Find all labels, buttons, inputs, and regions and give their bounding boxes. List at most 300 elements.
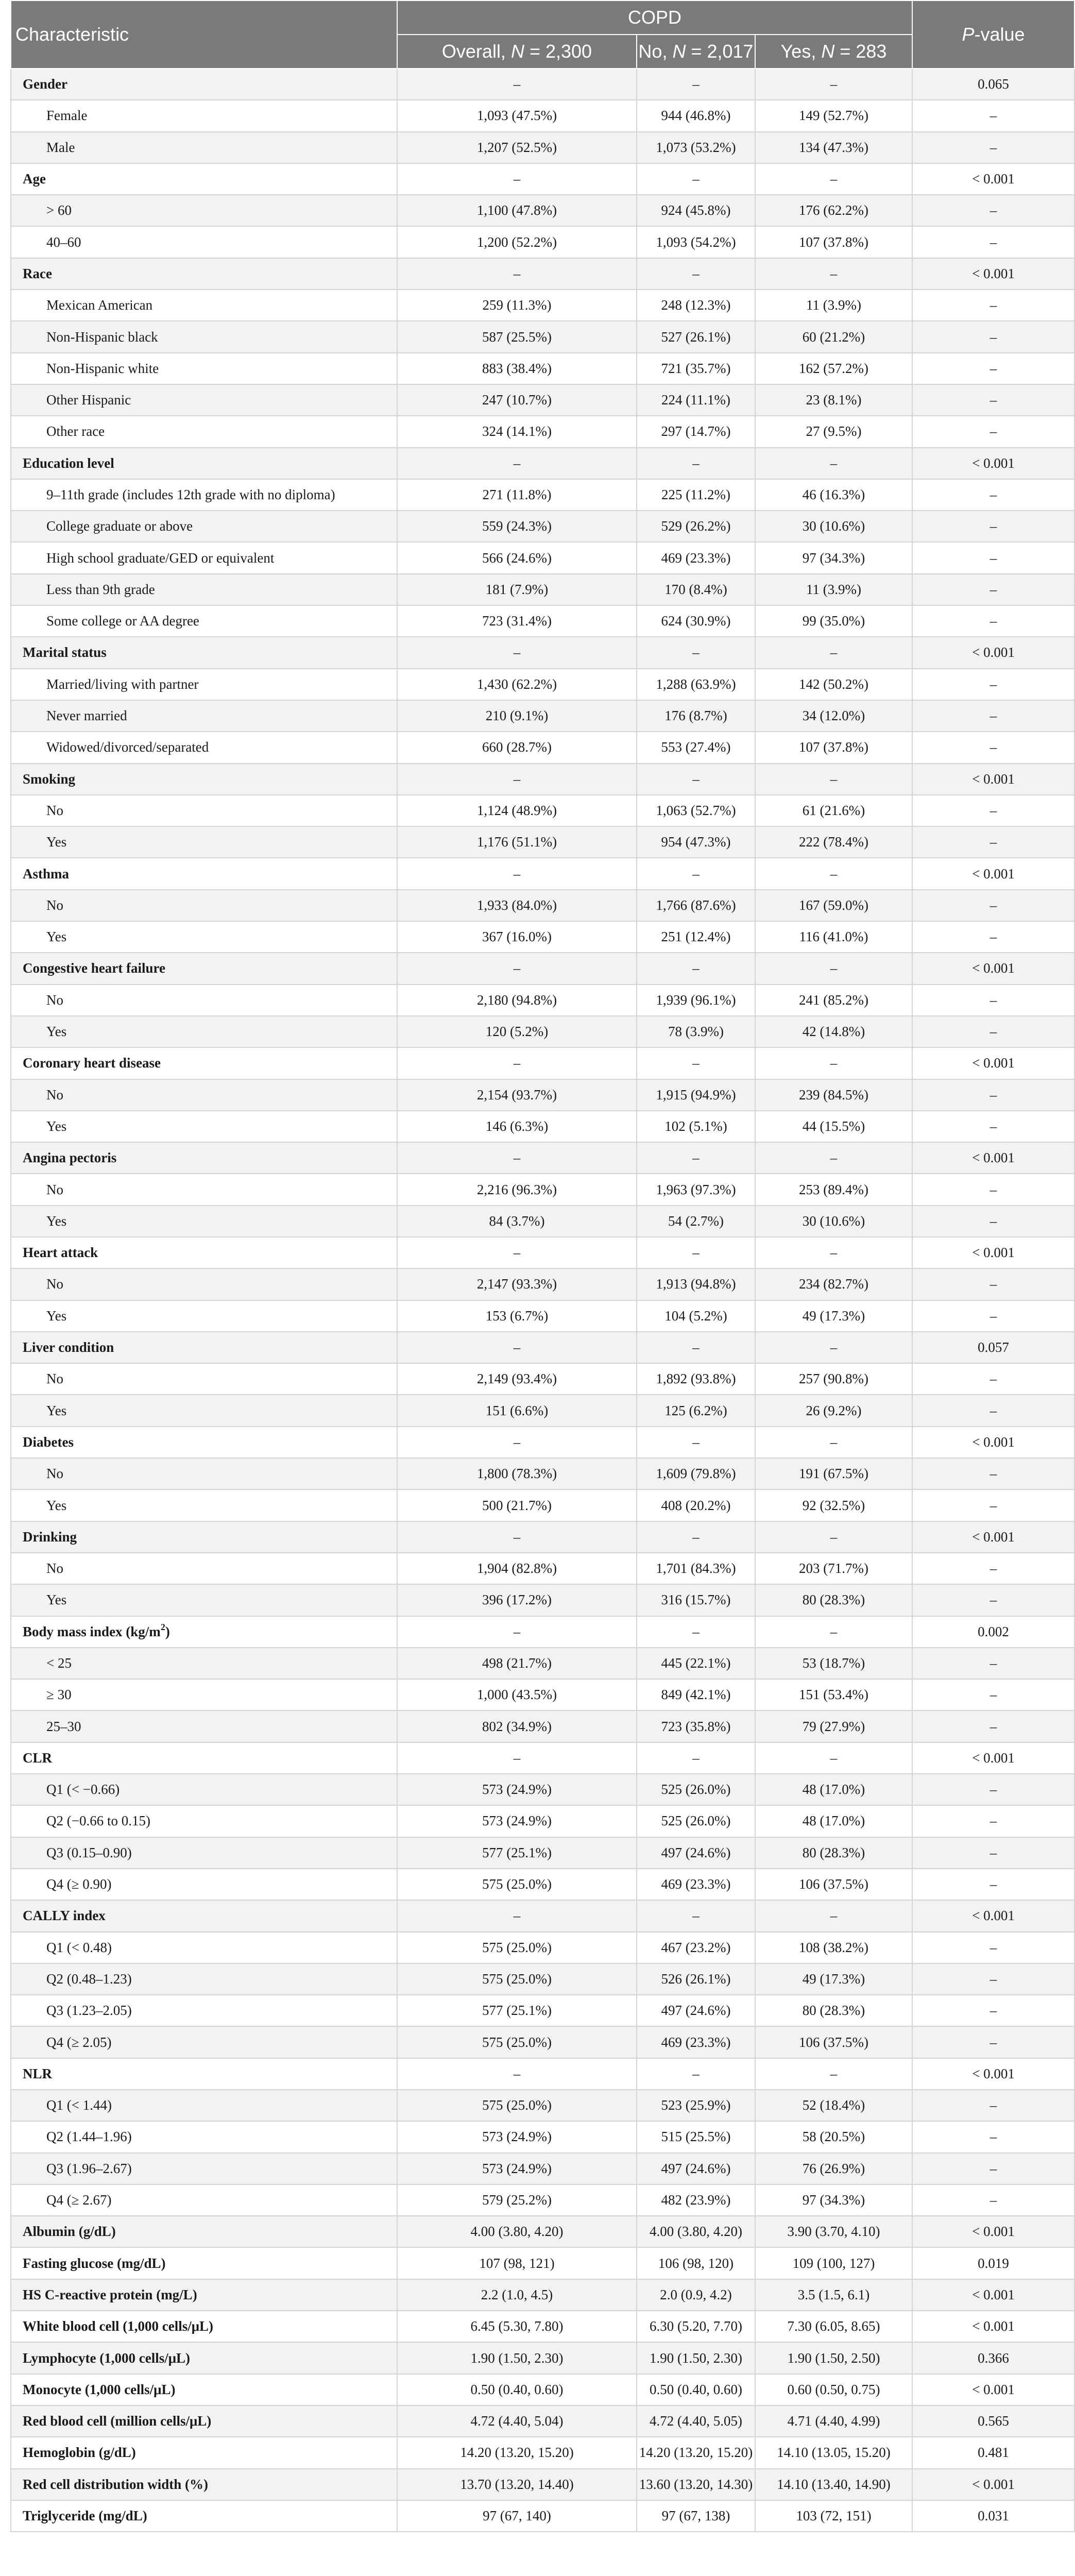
cell-overall: – <box>397 1427 637 1458</box>
cell-copd-yes: 3.90 (3.70, 4.10) <box>755 2216 912 2247</box>
row-label-text: Lymphocyte (1,000 cells/μL) <box>23 2350 191 2366</box>
row-label <box>11 163 397 195</box>
cell-copd-no: 297 (14.7%) <box>637 416 755 447</box>
row-label-text: Yes <box>46 1497 67 1513</box>
cell-copd-no: 721 (35.7%) <box>637 353 755 384</box>
row-label <box>11 2279 397 2311</box>
row-label <box>11 1900 397 1931</box>
cell-p-value: < 0.001 <box>912 637 1074 668</box>
row-label-text: Yes <box>46 929 67 945</box>
header-p-letter: P <box>962 24 975 45</box>
table-row <box>11 1332 1074 1363</box>
table-row <box>11 795 1074 826</box>
cell-copd-yes: 109 (100, 127) <box>755 2247 912 2279</box>
cell-p-value: – <box>912 1553 1074 1584</box>
cell-overall: 1,176 (51.1%) <box>397 826 637 858</box>
cell-copd-no: 1,913 (94.8%) <box>637 1268 755 1300</box>
header-no-prefix: No, <box>638 41 673 62</box>
row-label-text: Education level <box>23 455 114 471</box>
table-row <box>11 669 1074 700</box>
cell-overall: 802 (34.9%) <box>397 1710 637 1742</box>
row-label-text: Q1 (< −0.66) <box>46 1782 120 1798</box>
cell-copd-no: 469 (23.3%) <box>637 2026 755 2058</box>
row-label-text: Age <box>23 171 46 187</box>
cell-overall: 6.45 (5.30, 7.80) <box>397 2311 637 2342</box>
cell-copd-yes: – <box>755 1616 912 1648</box>
cell-copd-yes: 108 (38.2%) <box>755 1932 912 1963</box>
cell-copd-yes: 241 (85.2%) <box>755 985 912 1016</box>
table-row <box>11 985 1074 1016</box>
cell-copd-yes: 80 (28.3%) <box>755 1837 912 1869</box>
cell-copd-yes: – <box>755 858 912 889</box>
cell-p-value: < 0.001 <box>912 2311 1074 2342</box>
table-row <box>11 921 1074 953</box>
cell-overall: – <box>397 1332 637 1363</box>
header-no-n-value: = 2,017 <box>686 41 754 62</box>
cell-copd-yes: 142 (50.2%) <box>755 669 912 700</box>
row-label-text: Red blood cell (million cells/μL) <box>23 2413 212 2429</box>
row-label-text: CALLY index <box>23 1908 106 1924</box>
cell-copd-no: – <box>637 953 755 984</box>
cell-p-value: – <box>912 1837 1074 1869</box>
cell-copd-no: 106 (98, 120) <box>637 2247 755 2279</box>
cell-p-value: – <box>912 985 1074 1016</box>
row-label <box>11 795 397 826</box>
row-label <box>11 1837 397 1869</box>
cell-overall: 559 (24.3%) <box>397 511 637 542</box>
row-label-text: Heart attack <box>23 1245 98 1261</box>
row-label <box>11 1648 397 1679</box>
row-label-text: Yes <box>46 1592 67 1608</box>
row-label-text: Asthma <box>23 866 70 882</box>
cell-p-value: – <box>912 542 1074 573</box>
table-body <box>11 69 1074 2532</box>
table-row <box>11 2279 1074 2311</box>
header-yes-n-value: = 283 <box>834 41 887 62</box>
cell-p-value: – <box>912 2184 1074 2216</box>
row-label <box>11 1553 397 1584</box>
header-overall-n-value: = 2,300 <box>524 41 592 62</box>
cell-copd-no: – <box>637 1047 755 1079</box>
cell-copd-no: 482 (23.9%) <box>637 2184 755 2216</box>
characteristics-table <box>10 0 1075 2532</box>
table-row <box>11 1300 1074 1332</box>
cell-overall: 146 (6.3%) <box>397 1111 637 1142</box>
cell-copd-no: – <box>637 1742 755 1774</box>
row-label-text: No <box>46 1276 63 1292</box>
cell-overall: – <box>397 2058 637 2090</box>
cell-copd-no: 525 (26.0%) <box>637 1774 755 1805</box>
cell-p-value: < 0.001 <box>912 1047 1074 1079</box>
row-label <box>11 1521 397 1553</box>
cell-overall: 0.50 (0.40, 0.60) <box>397 2374 637 2405</box>
table-row <box>11 1079 1074 1111</box>
row-label-text: CLR <box>23 1750 53 1766</box>
table-row <box>11 100 1074 131</box>
table-row <box>11 1900 1074 1931</box>
row-label-text: No <box>46 1087 63 1103</box>
cell-overall: 575 (25.0%) <box>397 1932 637 1963</box>
table-row <box>11 605 1074 637</box>
row-label-text: Red cell distribution width (%) <box>23 2476 209 2492</box>
table-row <box>11 1805 1074 1837</box>
row-label <box>11 226 397 258</box>
table-row <box>11 2153 1074 2184</box>
row-label-text: Q1 (< 1.44) <box>46 2097 112 2113</box>
cell-copd-yes: 167 (59.0%) <box>755 890 912 921</box>
table-row <box>11 764 1074 795</box>
table-row <box>11 2311 1074 2342</box>
cell-copd-no: 248 (12.3%) <box>637 290 755 321</box>
row-label-text: Drinking <box>23 1529 77 1545</box>
cell-copd-no: 553 (27.4%) <box>637 732 755 763</box>
cell-copd-yes: 239 (84.5%) <box>755 1079 912 1111</box>
row-label <box>11 1016 397 1047</box>
row-label <box>11 1963 397 1995</box>
cell-copd-no: 526 (26.1%) <box>637 1963 755 1995</box>
cell-overall: 2,154 (93.7%) <box>397 1079 637 1111</box>
cell-overall: 575 (25.0%) <box>397 1963 637 1995</box>
table-row <box>11 132 1074 163</box>
cell-p-value: < 0.001 <box>912 2058 1074 2090</box>
cell-copd-yes: 107 (37.8%) <box>755 732 912 763</box>
header-overall <box>397 35 637 69</box>
cell-copd-yes: 97 (34.3%) <box>755 2184 912 2216</box>
cell-copd-no: – <box>637 163 755 195</box>
cell-copd-yes: – <box>755 69 912 100</box>
row-label <box>11 1710 397 1742</box>
table-row <box>11 195 1074 226</box>
row-label <box>11 353 397 384</box>
cell-overall: – <box>397 764 637 795</box>
cell-copd-no: – <box>637 1427 755 1458</box>
cell-copd-yes: 61 (21.6%) <box>755 795 912 826</box>
row-label-text: Married/living with partner <box>46 676 199 692</box>
cell-copd-yes: 3.5 (1.5, 6.1) <box>755 2279 912 2311</box>
cell-copd-yes: 11 (3.9%) <box>755 290 912 321</box>
row-label <box>11 2500 397 2532</box>
cell-p-value: – <box>912 826 1074 858</box>
cell-copd-no: 78 (3.9%) <box>637 1016 755 1047</box>
cell-copd-yes: 92 (32.5%) <box>755 1489 912 1521</box>
row-label <box>11 2437 397 2468</box>
row-label-superscript: 2 <box>160 1621 165 1632</box>
table-row <box>11 1648 1074 1679</box>
row-label-text: Hemoglobin (g/dL) <box>23 2445 136 2461</box>
row-label <box>11 511 397 542</box>
table-row <box>11 858 1074 889</box>
cell-p-value: < 0.001 <box>912 1142 1074 1174</box>
row-label-text: Q3 (0.15–0.90) <box>46 1844 132 1860</box>
cell-copd-no: 54 (2.7%) <box>637 1206 755 1237</box>
row-label <box>11 2342 397 2374</box>
row-label-text: Smoking <box>23 771 76 787</box>
cell-copd-yes: – <box>755 1521 912 1553</box>
cell-copd-yes: – <box>755 1427 912 1458</box>
row-label <box>11 2469 397 2500</box>
cell-copd-no: 6.30 (5.20, 7.70) <box>637 2311 755 2342</box>
cell-p-value: 0.057 <box>912 1332 1074 1363</box>
row-label <box>11 1395 397 1426</box>
table-row <box>11 890 1074 921</box>
cell-p-value: 0.565 <box>912 2405 1074 2437</box>
cell-overall: – <box>397 448 637 479</box>
cell-overall: – <box>397 1237 637 1268</box>
cell-copd-yes: – <box>755 258 912 290</box>
table-row <box>11 448 1074 479</box>
row-label-text: No <box>46 1371 63 1387</box>
cell-overall: 97 (67, 140) <box>397 2500 637 2532</box>
cell-copd-yes: 34 (12.0%) <box>755 700 912 732</box>
table-row <box>11 637 1074 668</box>
table-row <box>11 542 1074 573</box>
header-characteristic: Characteristic <box>11 1 397 69</box>
cell-copd-yes: – <box>755 1332 912 1363</box>
table-row <box>11 1174 1074 1205</box>
cell-overall: 271 (11.8%) <box>397 479 637 511</box>
row-label-text: Less than 9th grade <box>46 581 155 597</box>
row-label-text: Never married <box>46 708 127 724</box>
cell-copd-no: 97 (67, 138) <box>637 2500 755 2532</box>
table-row <box>11 1521 1074 1553</box>
cell-copd-yes: 253 (89.4%) <box>755 1174 912 1205</box>
cell-copd-yes: 42 (14.8%) <box>755 1016 912 1047</box>
cell-copd-yes: 103 (72, 151) <box>755 2500 912 2532</box>
row-label <box>11 921 397 953</box>
cell-overall: 723 (31.4%) <box>397 605 637 637</box>
cell-p-value: – <box>912 1489 1074 1521</box>
cell-copd-no: 1,915 (94.9%) <box>637 1079 755 1111</box>
cell-overall: 396 (17.2%) <box>397 1584 637 1616</box>
table-row <box>11 1679 1074 1710</box>
row-label-text: Yes <box>46 1308 67 1324</box>
row-label-text: No <box>46 1466 63 1482</box>
cell-copd-yes: 149 (52.7%) <box>755 100 912 131</box>
table-row <box>11 1584 1074 1616</box>
row-label-text: Monocyte (1,000 cells/μL) <box>23 2381 176 2397</box>
cell-p-value: – <box>912 2090 1074 2121</box>
row-label <box>11 1869 397 1900</box>
cell-copd-yes: 257 (90.8%) <box>755 1363 912 1395</box>
cell-overall: 500 (21.7%) <box>397 1489 637 1521</box>
cell-copd-yes: 76 (26.9%) <box>755 2153 912 2184</box>
cell-p-value: – <box>912 1111 1074 1142</box>
header-p-value <box>912 1 1074 69</box>
row-label-text: Other Hispanic <box>46 392 131 408</box>
cell-overall: 577 (25.1%) <box>397 1995 637 2026</box>
cell-copd-no: 1,073 (53.2%) <box>637 132 755 163</box>
row-label <box>11 1142 397 1174</box>
cell-p-value: – <box>912 1458 1074 1489</box>
cell-copd-yes: 30 (10.6%) <box>755 511 912 542</box>
cell-copd-no: 445 (22.1%) <box>637 1648 755 1679</box>
cell-copd-no: – <box>637 1616 755 1648</box>
cell-p-value: < 0.001 <box>912 2216 1074 2247</box>
row-label <box>11 1332 397 1363</box>
cell-copd-yes: 11 (3.9%) <box>755 574 912 605</box>
cell-overall: – <box>397 637 637 668</box>
cell-copd-yes: – <box>755 637 912 668</box>
cell-overall: – <box>397 1616 637 1648</box>
row-label <box>11 1995 397 2026</box>
cell-copd-no: 1,963 (97.3%) <box>637 1174 755 1205</box>
cell-p-value: – <box>912 921 1074 953</box>
cell-copd-no: 1,288 (63.9%) <box>637 669 755 700</box>
cell-copd-yes: 151 (53.4%) <box>755 1679 912 1710</box>
cell-p-value: 0.031 <box>912 2500 1074 2532</box>
cell-overall: 573 (24.9%) <box>397 2121 637 2153</box>
table-row <box>11 1458 1074 1489</box>
cell-copd-no: 251 (12.4%) <box>637 921 755 953</box>
cell-copd-no: – <box>637 1332 755 1363</box>
row-label <box>11 2216 397 2247</box>
cell-p-value: – <box>912 1963 1074 1995</box>
cell-copd-yes: – <box>755 163 912 195</box>
cell-copd-no: – <box>637 258 755 290</box>
row-label-text: < 25 <box>46 1655 72 1671</box>
table-row <box>11 1111 1074 1142</box>
row-label-text: Angina pectoris <box>23 1150 117 1166</box>
table-row <box>11 732 1074 763</box>
cell-p-value: – <box>912 1584 1074 1616</box>
table-row <box>11 1774 1074 1805</box>
row-label <box>11 1774 397 1805</box>
cell-overall: 151 (6.6%) <box>397 1395 637 1426</box>
cell-copd-no: 102 (5.1%) <box>637 1111 755 1142</box>
table-row <box>11 1995 1074 2026</box>
cell-copd-no: 1,093 (54.2%) <box>637 226 755 258</box>
row-label-text: Female <box>46 108 88 124</box>
row-label <box>11 100 397 131</box>
row-label <box>11 258 397 290</box>
row-label <box>11 605 397 637</box>
cell-copd-no: 316 (15.7%) <box>637 1584 755 1616</box>
cell-p-value: < 0.001 <box>912 448 1074 479</box>
cell-copd-yes: 14.10 (13.40, 14.90) <box>755 2469 912 2500</box>
cell-p-value: – <box>912 1805 1074 1837</box>
row-label <box>11 1489 397 1521</box>
row-label-text: ≥ 30 <box>46 1687 72 1703</box>
row-label <box>11 2311 397 2342</box>
row-label-text: Liver condition <box>23 1340 114 1355</box>
table-row <box>11 1932 1074 1963</box>
cell-p-value: – <box>912 290 1074 321</box>
cell-overall: 259 (11.3%) <box>397 290 637 321</box>
cell-copd-no: 497 (24.6%) <box>637 1995 755 2026</box>
cell-overall: 566 (24.6%) <box>397 542 637 573</box>
cell-overall: 247 (10.7%) <box>397 384 637 416</box>
row-label <box>11 69 397 100</box>
cell-p-value: – <box>912 700 1074 732</box>
cell-copd-no: 497 (24.6%) <box>637 2153 755 2184</box>
table-row <box>11 1553 1074 1584</box>
cell-p-value: < 0.001 <box>912 2469 1074 2500</box>
cell-overall: 587 (25.5%) <box>397 321 637 352</box>
cell-copd-no: 944 (46.8%) <box>637 100 755 131</box>
row-label <box>11 448 397 479</box>
row-label-text: White blood cell (1,000 cells/μL) <box>23 2318 214 2334</box>
cell-p-value: – <box>912 795 1074 826</box>
cell-copd-no: 1.90 (1.50, 2.30) <box>637 2342 755 2374</box>
cell-copd-no: 2.0 (0.9, 4.2) <box>637 2279 755 2311</box>
header-no <box>637 35 755 69</box>
cell-copd-yes: 30 (10.6%) <box>755 1206 912 1237</box>
table-row <box>11 479 1074 511</box>
cell-copd-no: – <box>637 448 755 479</box>
cell-overall: – <box>397 858 637 889</box>
cell-overall: 13.70 (13.20, 14.40) <box>397 2469 637 2500</box>
row-label-text: Mexican American <box>46 297 153 313</box>
row-label-suffix: ) <box>165 1623 170 1639</box>
cell-p-value: – <box>912 132 1074 163</box>
cell-p-value: – <box>912 605 1074 637</box>
cell-copd-yes: 14.10 (13.05, 15.20) <box>755 2437 912 2468</box>
cell-copd-yes: – <box>755 1047 912 1079</box>
table-row <box>11 1869 1074 1900</box>
cell-copd-yes: 4.71 (4.40, 4.99) <box>755 2405 912 2437</box>
table-row <box>11 953 1074 984</box>
cell-copd-yes: 203 (71.7%) <box>755 1553 912 1584</box>
table-row <box>11 321 1074 352</box>
row-label <box>11 953 397 984</box>
table-container <box>10 0 1074 2532</box>
row-label-text: Q2 (1.44–1.96) <box>46 2129 132 2145</box>
row-label <box>11 1206 397 1237</box>
row-label <box>11 416 397 447</box>
cell-p-value: 0.019 <box>912 2247 1074 2279</box>
cell-overall: 573 (24.9%) <box>397 1805 637 1837</box>
cell-copd-no: – <box>637 69 755 100</box>
cell-copd-yes: 106 (37.5%) <box>755 1869 912 1900</box>
cell-copd-no: 125 (6.2%) <box>637 1395 755 1426</box>
row-label-text: Q3 (1.96–2.67) <box>46 2160 132 2176</box>
cell-overall: 153 (6.7%) <box>397 1300 637 1332</box>
cell-copd-yes: 27 (9.5%) <box>755 416 912 447</box>
cell-copd-yes: 106 (37.5%) <box>755 2026 912 2058</box>
table-row <box>11 416 1074 447</box>
table-row <box>11 2184 1074 2216</box>
cell-copd-yes: – <box>755 953 912 984</box>
row-label <box>11 1805 397 1837</box>
cell-p-value: < 0.001 <box>912 2279 1074 2311</box>
cell-copd-no: 224 (11.1%) <box>637 384 755 416</box>
row-label-text: Triglyceride (mg/dL) <box>23 2508 147 2523</box>
cell-overall: 84 (3.7%) <box>397 1206 637 1237</box>
row-label-text: College graduate or above <box>46 518 193 534</box>
header-p-suffix: -value <box>974 24 1025 45</box>
cell-p-value: – <box>912 1932 1074 1963</box>
row-label-text: > 60 <box>46 202 72 218</box>
table-row <box>11 2121 1074 2153</box>
table-row <box>11 1363 1074 1395</box>
row-label-text: Some college or AA degree <box>46 613 199 629</box>
cell-overall: – <box>397 69 637 100</box>
table-row <box>11 1047 1074 1079</box>
cell-copd-no: 4.00 (3.80, 4.20) <box>637 2216 755 2247</box>
header-yes-n-symbol: N <box>821 41 835 62</box>
cell-copd-yes: 191 (67.5%) <box>755 1458 912 1489</box>
cell-copd-yes: 52 (18.4%) <box>755 2090 912 2121</box>
row-label <box>11 826 397 858</box>
cell-p-value: < 0.001 <box>912 1900 1074 1931</box>
cell-copd-yes: – <box>755 1742 912 1774</box>
row-label-text: Race <box>23 265 52 281</box>
row-label <box>11 1427 397 1458</box>
row-label-text: Body mass index (kg/m <box>23 1623 161 1639</box>
cell-p-value: – <box>912 479 1074 511</box>
cell-p-value: < 0.001 <box>912 1521 1074 1553</box>
cell-p-value: < 0.001 <box>912 1237 1074 1268</box>
